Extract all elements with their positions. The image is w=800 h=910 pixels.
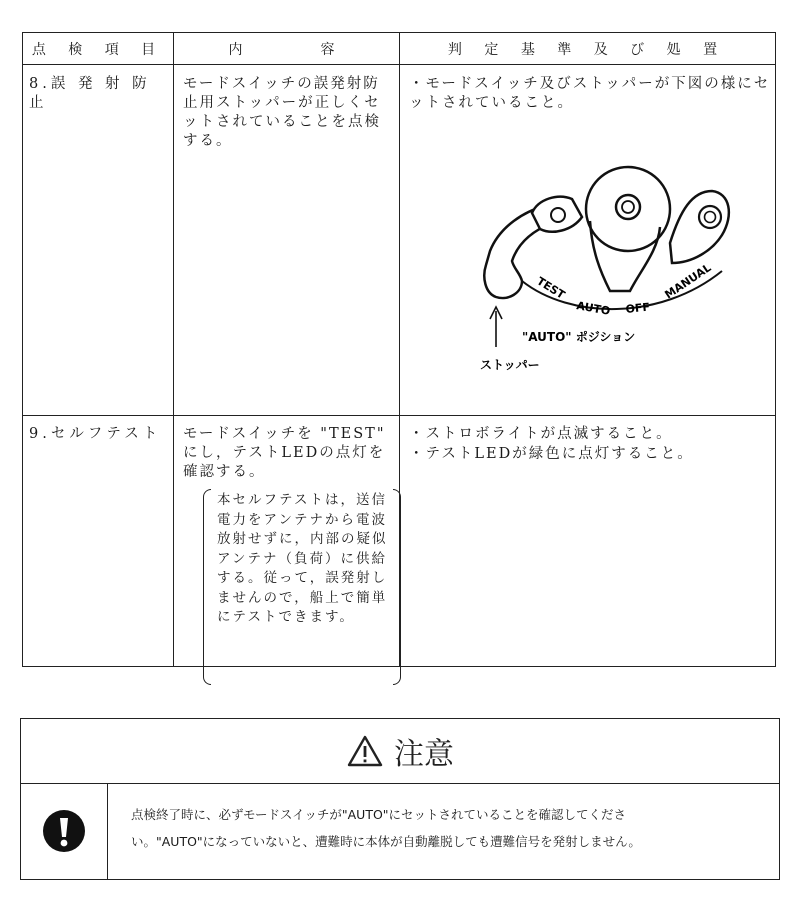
label-auto: AUTO [575, 299, 612, 318]
criteria-line: ・テストLEDが緑色に点灯すること。 [409, 446, 694, 462]
header-content: 内 容 [228, 42, 344, 58]
row-9-item: 9.セルフテスト [29, 426, 162, 442]
inspection-table [22, 32, 776, 667]
mandatory-icon-cell [21, 783, 108, 879]
caution-text-line: 点検終了時に、必ずモードスイッチが"AUTO"にセットされていることを確認してくださ [131, 807, 627, 822]
caution-title: 注意 [394, 737, 454, 772]
screw-hole-inner [705, 212, 716, 223]
mode-switch-diagram [460, 151, 740, 391]
label-manual: MANUAL [662, 261, 714, 302]
row-8-content: モードスイッチの誤発射防止用ストッパーが正しくセットされていることを点検する。 [183, 76, 381, 149]
header-criteria: 判 定 基 準 及 び 処 置 [447, 42, 727, 58]
caution-text-line: い。"AUTO"になっていないと、遭難時に本体が自動離脱しても遭難信号を発射しません。 [131, 834, 641, 849]
note-text: 本セルフテストは，送信電力をアンテナから電波放射せずに，内部の疑似アンテナ（負荷）に供給する。従って，誤発射しませんので，船上で簡単にテストできます。 [217, 492, 388, 625]
row-9-content: モードスイッチを "TEST" にし，テストLEDの点灯を確認する。 [183, 426, 386, 480]
column-divider [173, 33, 174, 666]
criteria-line: ・ストロボライトが点滅すること。 [409, 426, 673, 442]
self-test-note [203, 489, 401, 685]
row-9-criteria [409, 425, 771, 465]
caution-text [131, 801, 761, 855]
warning-triangle-icon [346, 734, 384, 768]
stopper-label: ストッパー [480, 358, 540, 372]
label-test: TEST [534, 274, 568, 302]
caution-header [21, 719, 779, 784]
caution-box [20, 718, 780, 880]
header-item: 点 検 項 目 [31, 42, 165, 58]
exclamation-circle-icon [41, 808, 87, 854]
right-lobe [670, 191, 729, 263]
row-8-item: 8.誤 発 射 防 止 [29, 76, 151, 111]
knob-center-inner [622, 201, 634, 213]
criteria-line: ・モードスイッチ及びストッパーが下図の様にセットされていること。 [409, 76, 771, 111]
label-off: OFF [624, 300, 651, 316]
note-bracket-left [203, 489, 211, 685]
row-8-criteria [409, 75, 771, 114]
screw-hole [551, 208, 565, 222]
caution-body [21, 783, 779, 879]
row-divider [23, 415, 775, 416]
auto-position-label: "AUTO" ポジション [522, 330, 636, 344]
note-bracket-right [393, 489, 401, 685]
